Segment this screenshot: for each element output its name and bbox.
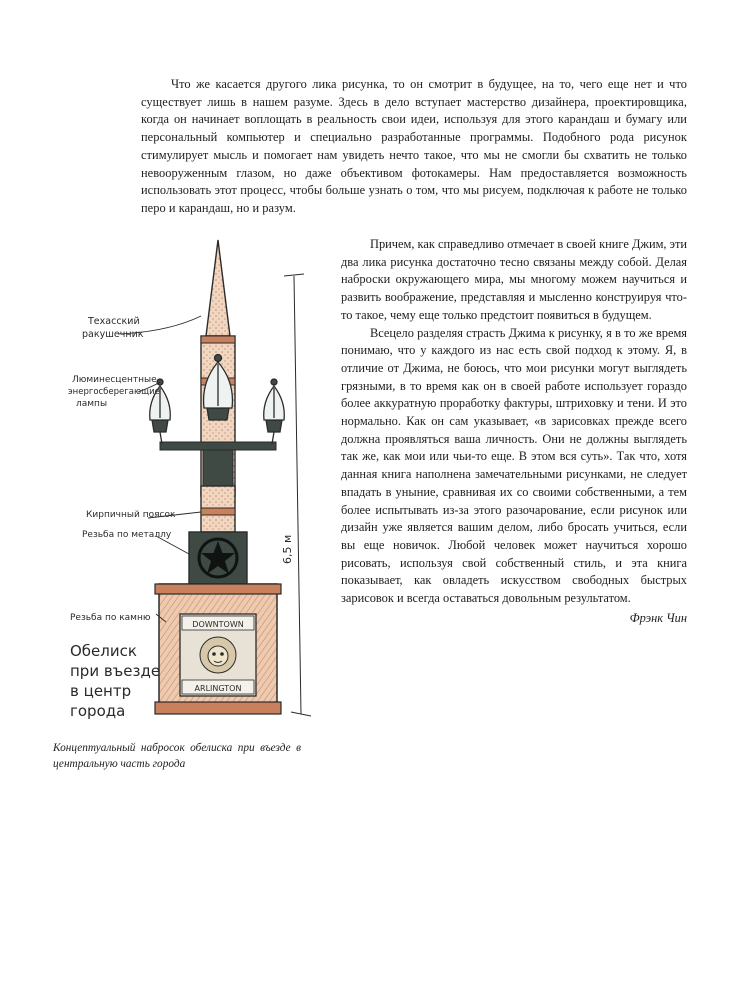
body-paragraph-1: Причем, как справедливо отмечает в своей книге Джим, эти два лика рисунка достаточно тесно связаны между собой. Делая наброски окружающего мира, мы многому можем научиться и развить воображение, представляя и мысленно конструируя что-то такое, чему еще только предстоит появиться в будущем.	[341, 237, 687, 322]
author-signature: Фрэнк Чин	[629, 610, 687, 625]
obelisk-spire	[206, 240, 230, 336]
label-big-line1: Обелиск	[70, 642, 137, 660]
figure-caption: Концептуальный набросок обелиска при въезде в центральную часть города	[53, 742, 301, 770]
lion-head-icon	[200, 637, 236, 673]
label-lamps-line2: энергосберегающие	[68, 387, 160, 397]
obelisk-sketch	[58, 236, 328, 724]
plaque-bottom-text: ARLINGTON	[194, 684, 242, 693]
label-texas-shell-line2: ракушечник	[82, 329, 144, 340]
lamp-collar	[203, 450, 233, 486]
body-paragraph-2: Всецело разделяя страсть Джима к рисунку, я в то же время понимаю, что у каждого из нас есть свой подход к этому. Я, в отличие от Джима, не боюсь, что мои рисунки могут выглядеть грязными, в то время как он в своей работе использует гораздо более аккуратную проработку фактуры, штриховку и тени. И это нормально. Как он сам указывает, «в зарисовках прежде всего должна проявляться ваша личность. Они не должны выглядеть так же, как мои или чьи-то еще. В этом вся суть». Так что, хотя данная книга наполнена замечательными рисунками, не следует впадать в уныние, сравнивая их со своими собственными, а тем более испытывать из-за этого разочарование, если рисунок или дизайн уже является вашим делом, либо бросать учиться, если вы еще новичок. Любой человек может научиться хорошо рисовать, используя свой собственный стиль, и эта книга показывает, как овладеть искусством свободных быстрых зарисовок и всегда оставаться довольным результатом.	[341, 325, 687, 606]
label-brick-belt: Кирпичный поясок	[86, 510, 176, 520]
label-big-line3: в центр	[70, 682, 132, 700]
lamp-crossbar	[160, 442, 276, 450]
height-dimension-line	[294, 276, 301, 714]
intro-paragraph: Что же касается другого лика рисунка, то он смотрит в будущее, на то, чего еще нет и что существует лишь в нашем разуме. Здесь в дело вступает мастерство дизайнера, проектировщика, когда он начинает воплощать в реальность свои идеи, используя для этого карандаш и бумагу или персональный компьютер и специально разработанные программы. Подобного рода рисунок стимулирует мысль и помогает нам увидеть нечто такое, что мы не смогли бы схватить не только невооруженным глазом, но даже объективом фотокамеры. Нам предоставляется возможность использовать этот процесс, чтобы больше узнать о том, что мы рисуем, подключая к работе не только перо и карандаш, но и разум.	[141, 77, 687, 215]
label-big-line2: при въезде	[70, 662, 161, 680]
height-label: 6,5 м	[281, 534, 294, 564]
lamp-right	[264, 379, 285, 444]
label-metal-carving: Резьба по металлу	[82, 530, 172, 540]
brick-band-1	[201, 336, 235, 343]
right-text-column	[341, 236, 687, 627]
label-texas-shell-line1: Техасский	[88, 316, 140, 327]
base-cap	[155, 584, 281, 594]
label-stone-carving: Резьба по камню	[70, 613, 151, 623]
label-lamps-line3: лампы	[76, 399, 108, 409]
base-plinth	[155, 702, 281, 714]
plaque-top-text: DOWNTOWN	[192, 620, 244, 629]
label-big-line4: города	[70, 702, 126, 720]
brick-belt	[201, 508, 235, 515]
label-lamps-line1: Люминесцентные	[72, 375, 157, 385]
